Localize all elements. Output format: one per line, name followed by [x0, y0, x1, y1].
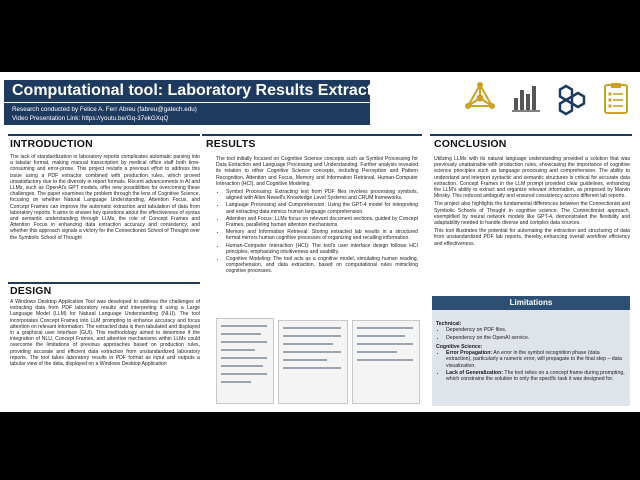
clipboard-report-icon	[598, 80, 634, 116]
poster-title: Computational tool: Laboratory Results Extractor	[4, 80, 370, 102]
technical-item: • Dependency on the OpenAI service.	[446, 335, 626, 341]
conclusion-body	[434, 156, 630, 249]
limitations-heading: Limitations	[432, 296, 630, 310]
cognitive-item	[446, 370, 626, 383]
introduction-heading: INTRODUCTION	[10, 138, 93, 150]
cognitive-text: The tool relies on a concept frame during prompting, which constrains the solution to only the specific task it was designed for.	[446, 370, 625, 383]
results-item: • Language Processing and Comprehension: Using the GPT-4 model for interpreting and extracting data mimics human language comprehension.	[226, 202, 418, 214]
conclusion-paragraph: The project also highlights the fundamental differences between the Connectionist and Symbolic Schools of Thought in cognitive science. The Connectionist approach, exemplified by neural network models like GPT-4, demonstrated the flexibility and adaptability needed to handle diverse and complex data sources.	[434, 201, 630, 227]
hexagon-chain-icon	[554, 80, 590, 116]
cognitive-list	[436, 350, 626, 382]
results-intro: The tool initially focused on Cognitive Science concepts such as Symbol Processing for Data Extraction and Language Processing and Understanding. Further analysis revealed its relation to other Cognitive Science concepts, including Perception and Pattern Recognition, Attention and Focus, Memory and Information Retrieval, Human-Computer Interaction (HCI), and Cognitive Modeling.	[216, 156, 418, 187]
cognitive-term: Error Propagation:	[446, 350, 493, 357]
conclusion-paragraph: Utilizing LLMs with its natural language understanding provided a solution that was previously unattainable with production rules, showcasing the importance of cognitive science principles such as language processing and comprehension. The ability to understand and interpret syntactic and semantic structures is critical for accurate data extraction. Concept Frames in the LLM prompt provided clear guidelines, enhancing the LLM's ability to extract and organize relevant information, as proposed by Marvin Minsky. This reduced ambiguity and ensured consistency across different lab reports.	[434, 156, 630, 200]
app-screenshot-2	[278, 320, 348, 404]
results-item: • Memory and Information Retrieval: Storing extracted lab results in a structured format mirrors human cognitive processes of organizing and recalling information.	[226, 229, 418, 241]
molecule-network-icon	[462, 80, 498, 116]
video-link[interactable]: Video Presentation Link: https://youtu.be/Gq-37ekGXqQ	[12, 115, 169, 122]
cognitive-term: Lack of Generalization:	[446, 370, 504, 377]
technical-item: • Dependency on PDF files.	[446, 327, 626, 333]
design-rule	[8, 282, 200, 284]
technical-label: Technical:	[436, 321, 462, 327]
cognitive-item	[446, 350, 626, 369]
results-item: • Cognitive Modeling: The tool acts as a cognitive model, simulating human reading, comprehension, and data extraction, based on computational rules mimicking cognitive processes.	[226, 256, 418, 275]
introduction-text: The lack of standardization in laboratory reports complicates automatic parsing into a tabular format, making manual transcription by medical office staff both time-consuming and error-prone. This project revisits a previous effort to address this issue using a PDF extractor combined with production rules, which proved unsatisfactory due to the diversity in report formats. Recent advancements in AI and LLMs, such as OpenAI's GPT models, offer new possibilities for overcoming these challenges. The paper examines the problem through the lens of Cognitive Science, focusing on whether Natural Language Understanding, Attention Focus, and Concept Frames can improve the automatic extraction and tabulation of data from laboratory reports. It aims to answer key questions about the effectiveness of syntax and semantic understanding through LLMs, the role of Concept Frames and Attention Focus in enhancing data extraction accuracy and consistency, and whether this approach signals a victory for the Connectionist School of Thought over the Symbolic School of Thought	[10, 154, 200, 241]
conclusion-paragraph: This tool illustrates the potential for automating the extraction and structuring of data from unstandardized PDF lab reports, thereby enhancing overall workflow efficiency and effectiveness.	[434, 228, 630, 247]
design-heading: DESIGN	[10, 285, 52, 297]
design-text: A Windows Desktop Application Tool was developed to address the challenges of extracting data from PDF laboratory results and interpreting it using a Large Language Model (LLM) for Natural Language Understanding (NLU). The tool incorporates Concept Frames into LLM prompting to enhance accuracy and focus attention on relevant information. The extracted data is then tabulated and displayed in a graphical user interface (GUI). This methodology aimed to determine if the integration of NLU, Concept Frames, and attention mechanisms within LLMs could overcome the limitations of previous approaches based on production rules, providing accurate and efficient data extraction from unstandardized laboratory reports. The tool takes laboratory results in PDF format as input and outputs a tabular view of the data, displayed on a Windows Desktop Application	[10, 299, 200, 368]
results-item: • Symbol Processing: Extracting text from PDF files involves processing symbols, aligned with Allen Newell's Knowledge Level Systems and CRUM frameworks.	[226, 189, 418, 201]
results-body	[216, 156, 418, 276]
results-rule	[202, 134, 422, 136]
limitations-body	[436, 318, 626, 384]
technical-list	[436, 327, 626, 341]
results-heading: RESULTS	[206, 138, 256, 150]
app-screenshot-3	[352, 320, 420, 404]
results-item: • Human-Computer Interaction (HCI): The tool's user interface design follows HCI principles, emphasizing intuitiveness and usability.	[226, 243, 418, 255]
header-icons	[460, 80, 640, 120]
app-screenshot-1	[216, 318, 274, 404]
cognitive-label: Cognitive Science:	[436, 343, 483, 350]
author-info	[4, 103, 370, 125]
intro-rule	[8, 134, 200, 136]
conclusion-heading: CONCLUSION	[434, 138, 507, 150]
poster	[0, 72, 640, 412]
researcher-line: Research conducted by Felice A. Ferr Abreu (fabreu@gatech.edu)	[12, 106, 197, 113]
results-item: • Attention and Focus: LLMs focus on relevant document sections, guided by Concept Frames, paralleling human attention mechanisms.	[226, 216, 418, 228]
results-list	[216, 189, 418, 275]
conclusion-rule	[430, 134, 632, 136]
bar-chart-icon	[508, 80, 544, 116]
cognitive-text: An error in the symbol recognition phase (data extraction), particularly a numeric error, will propagate to the final step – data visualization.	[446, 350, 622, 369]
